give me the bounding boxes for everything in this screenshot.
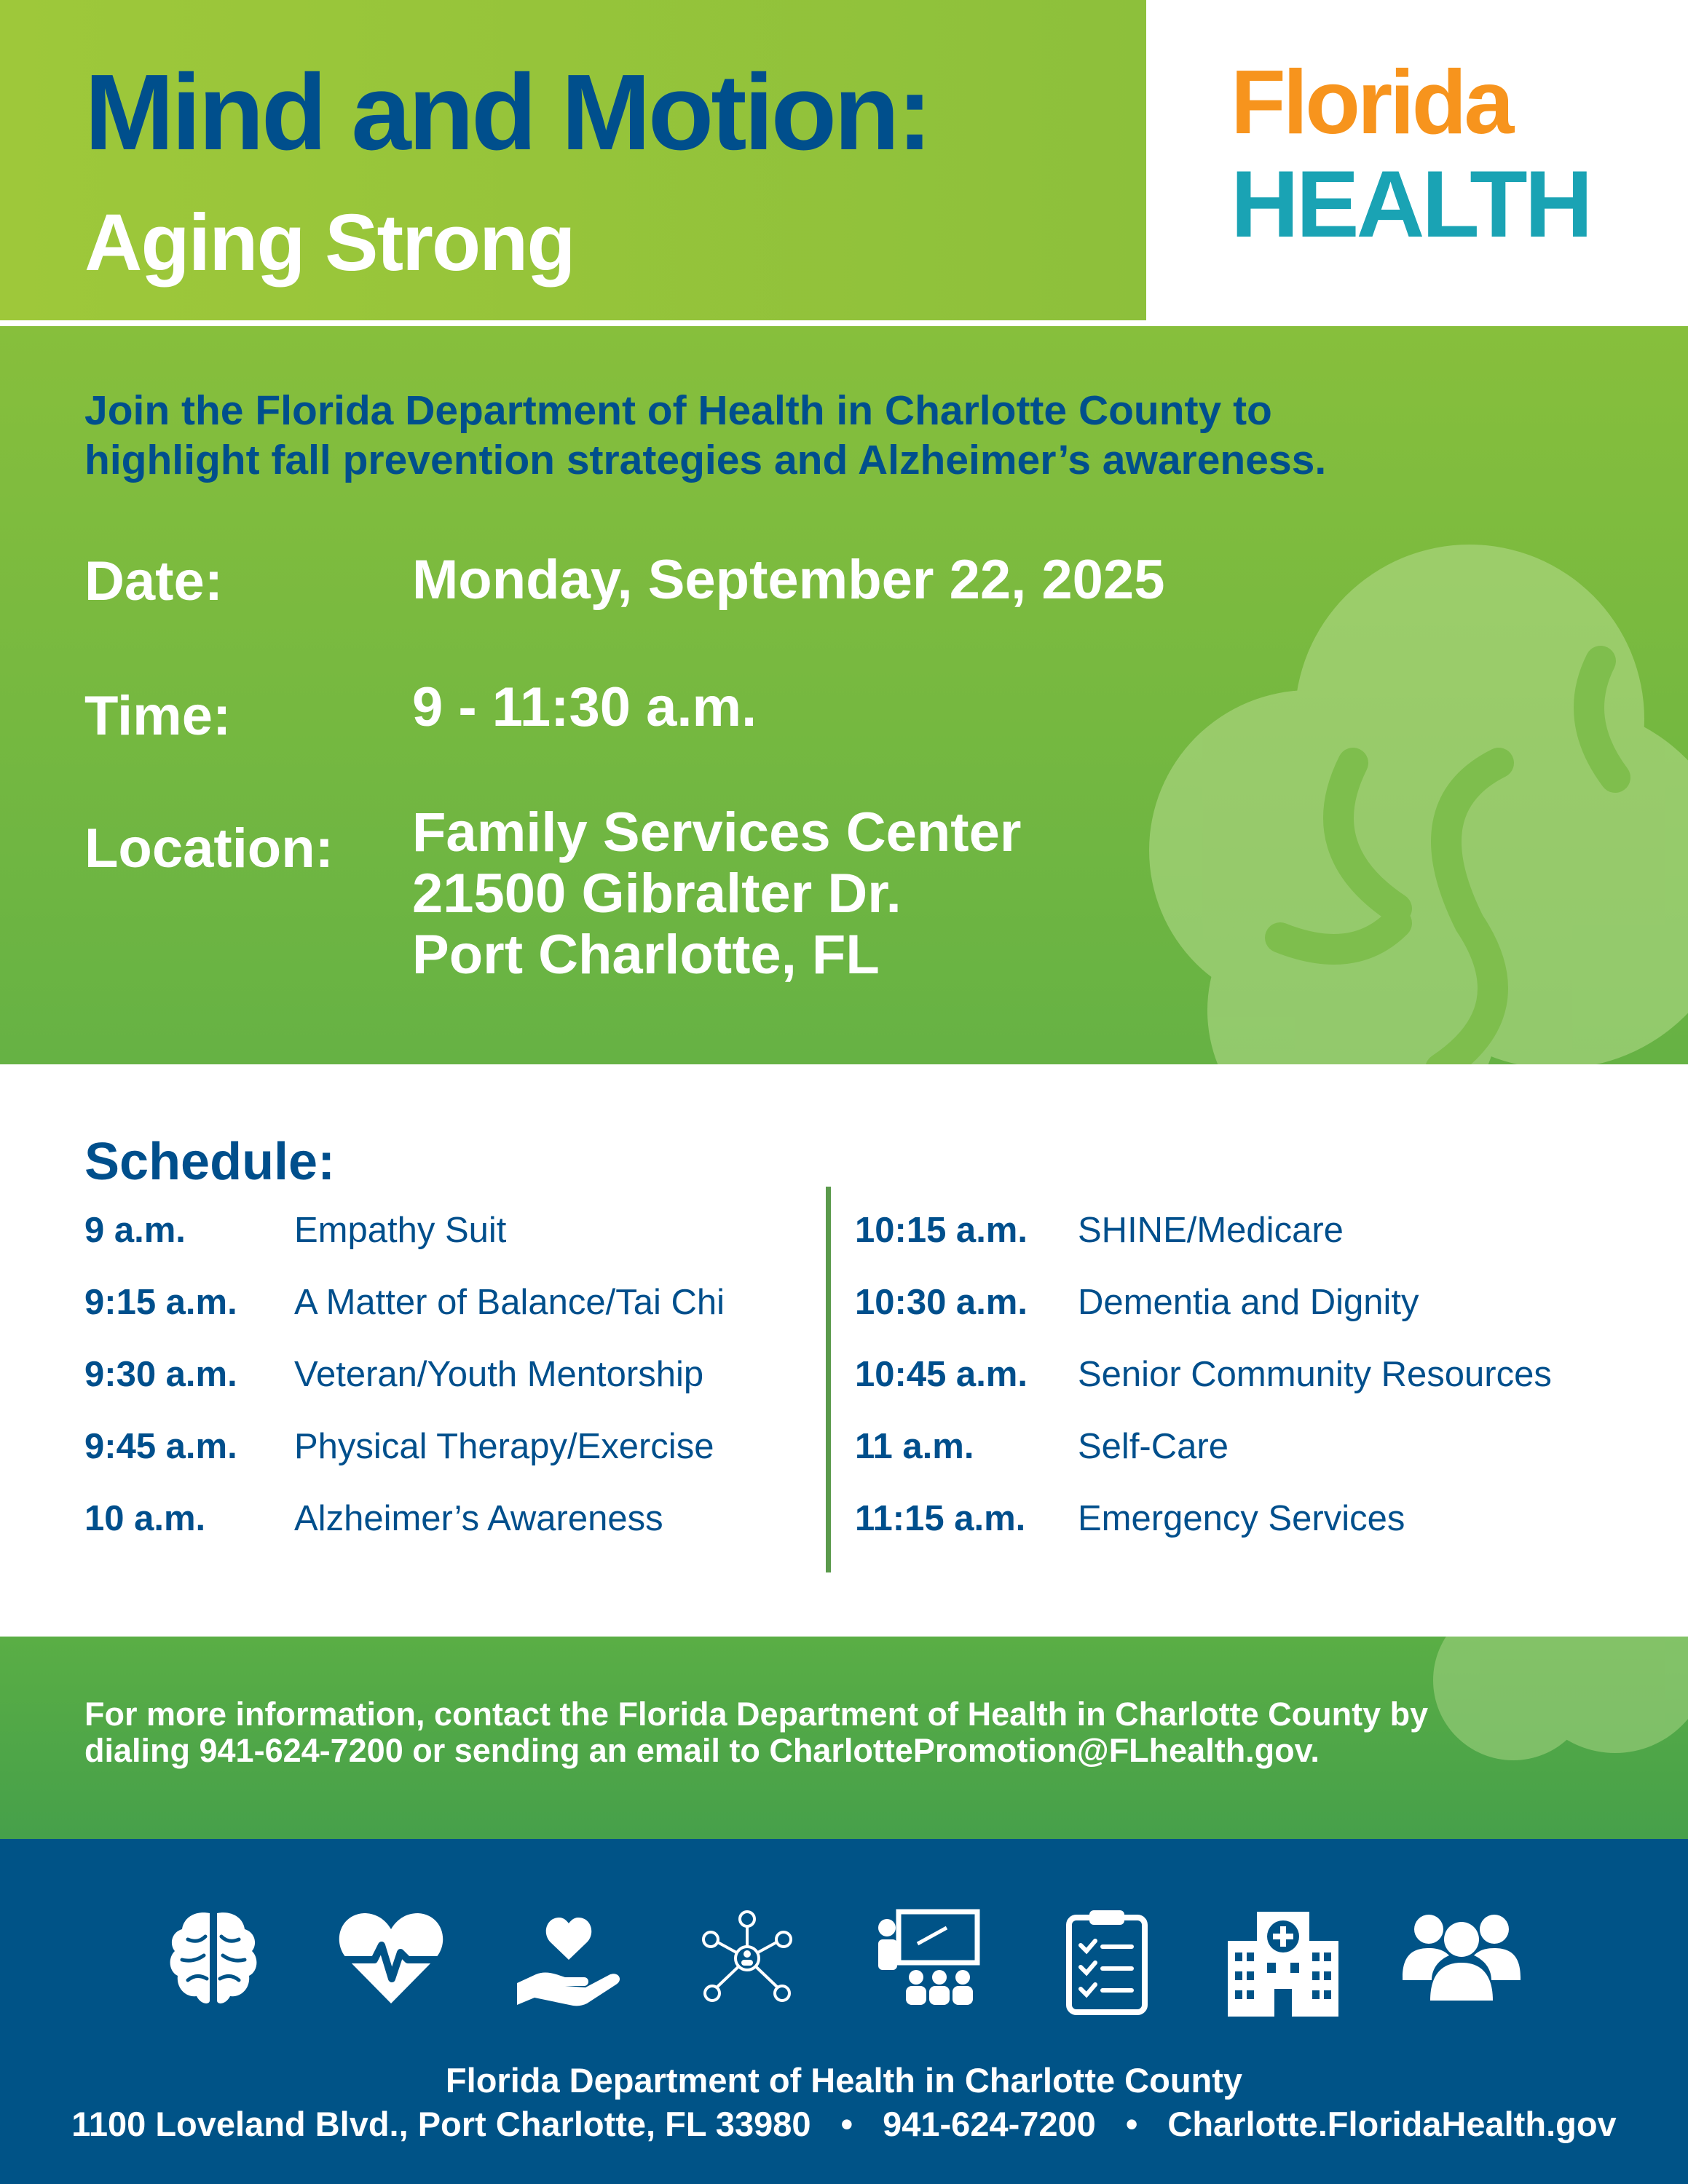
schedule-event: Veteran/Youth Mentorship <box>294 1355 704 1394</box>
schedule-time: 9:15 a.m. <box>84 1283 237 1322</box>
footer-phone: 941-624-7200 <box>883 2105 1096 2143</box>
schedule-event: SHINE/Medicare <box>1078 1211 1344 1250</box>
schedule-event: Empathy Suit <box>294 1211 507 1250</box>
hand-heart-icon <box>514 1907 623 2009</box>
heartbeat-icon <box>336 1907 446 2009</box>
group-icon <box>1401 1907 1522 2002</box>
schedule-event: A Matter of Balance/Tai Chi <box>294 1283 725 1322</box>
schedule-event: Senior Community Resources <box>1078 1355 1552 1394</box>
schedule-title: Schedule: <box>84 1133 336 1191</box>
contact-line-2: dialing 941-624-7200 or sending an email to CharlottePromotion@FLhealth.gov. <box>84 1732 1320 1769</box>
network-icon <box>696 1907 798 2009</box>
page-subtitle: Aging Strong <box>84 198 575 288</box>
time-label: Time: <box>84 685 232 747</box>
schedule-row <box>855 1426 1656 1492</box>
schedule-row <box>84 1210 813 1275</box>
checklist-icon <box>1063 1907 1151 2017</box>
header-divider <box>0 320 1688 326</box>
schedule-divider <box>826 1187 831 1572</box>
contact-info <box>84 1696 1628 1769</box>
footer-website[interactable]: Charlotte.FloridaHealth.gov <box>1167 2105 1617 2143</box>
schedule-time: 11:15 a.m. <box>855 1499 1026 1538</box>
footer-organization: Florida Department of Health in Charlotte County <box>445 2061 1243 2100</box>
schedule-row <box>84 1354 813 1420</box>
schedule-event: Self-Care <box>1078 1427 1228 1466</box>
schedule-time: 10 a.m. <box>84 1499 206 1538</box>
footer-address: 1100 Loveland Blvd., Port Charlotte, FL 33980 <box>71 2105 811 2143</box>
schedule-time: 11 a.m. <box>855 1427 974 1466</box>
schedule-time: 9:45 a.m. <box>84 1427 237 1466</box>
contact-line-1: For more information, contact the Florida Department of Health in Charlotte County by <box>84 1696 1429 1733</box>
brain-decoration-icon <box>1091 545 1688 1064</box>
schedule-row <box>84 1282 813 1348</box>
florida-health-logo-florida: Florida <box>1231 52 1512 153</box>
location-line: Port Charlotte, FL <box>412 924 880 986</box>
schedule-row <box>855 1282 1656 1348</box>
schedule-time: 10:15 a.m. <box>855 1211 1028 1250</box>
schedule-event: Alzheimer’s Awareness <box>294 1499 663 1538</box>
footer-separator: • <box>1125 2105 1138 2143</box>
schedule-event: Dementia and Dignity <box>1078 1283 1419 1322</box>
location-label: Location: <box>84 818 334 879</box>
location-value <box>412 802 1021 986</box>
schedule-time: 10:30 a.m. <box>855 1283 1028 1322</box>
presentation-icon <box>874 1907 983 2009</box>
time-value: 9 - 11:30 a.m. <box>412 676 757 738</box>
schedule-row <box>855 1498 1656 1564</box>
event-intro-line-2: highlight fall prevention strategies and Alzheimer’s awareness. <box>84 437 1327 483</box>
schedule-time: 10:45 a.m. <box>855 1355 1028 1394</box>
footer-contact-line <box>0 2104 1688 2144</box>
location-line: 21500 Gibralter Dr. <box>412 863 902 925</box>
page-title: Mind and Motion: <box>84 52 930 173</box>
schedule-time: 9:30 a.m. <box>84 1355 237 1394</box>
schedule-row <box>84 1498 813 1564</box>
schedule-row <box>855 1210 1656 1275</box>
hospital-icon <box>1225 1907 1341 2017</box>
schedule-row <box>855 1354 1656 1420</box>
event-intro-line-1: Join the Florida Department of Health in Charlotte County to <box>84 387 1272 434</box>
schedule-event: Physical Therapy/Exercise <box>294 1427 714 1466</box>
event-intro <box>84 386 1628 485</box>
footer-separator: • <box>840 2105 853 2143</box>
date-label: Date: <box>84 550 224 612</box>
florida-health-logo-health: HEALTH <box>1231 151 1590 257</box>
location-line: Family Services Center <box>412 802 1022 863</box>
schedule-time: 9 a.m. <box>84 1211 186 1250</box>
brain-icon <box>166 1907 261 2009</box>
schedule-row <box>84 1426 813 1492</box>
schedule-event: Emergency Services <box>1078 1499 1405 1538</box>
date-value: Monday, September 22, 2025 <box>412 549 1165 611</box>
